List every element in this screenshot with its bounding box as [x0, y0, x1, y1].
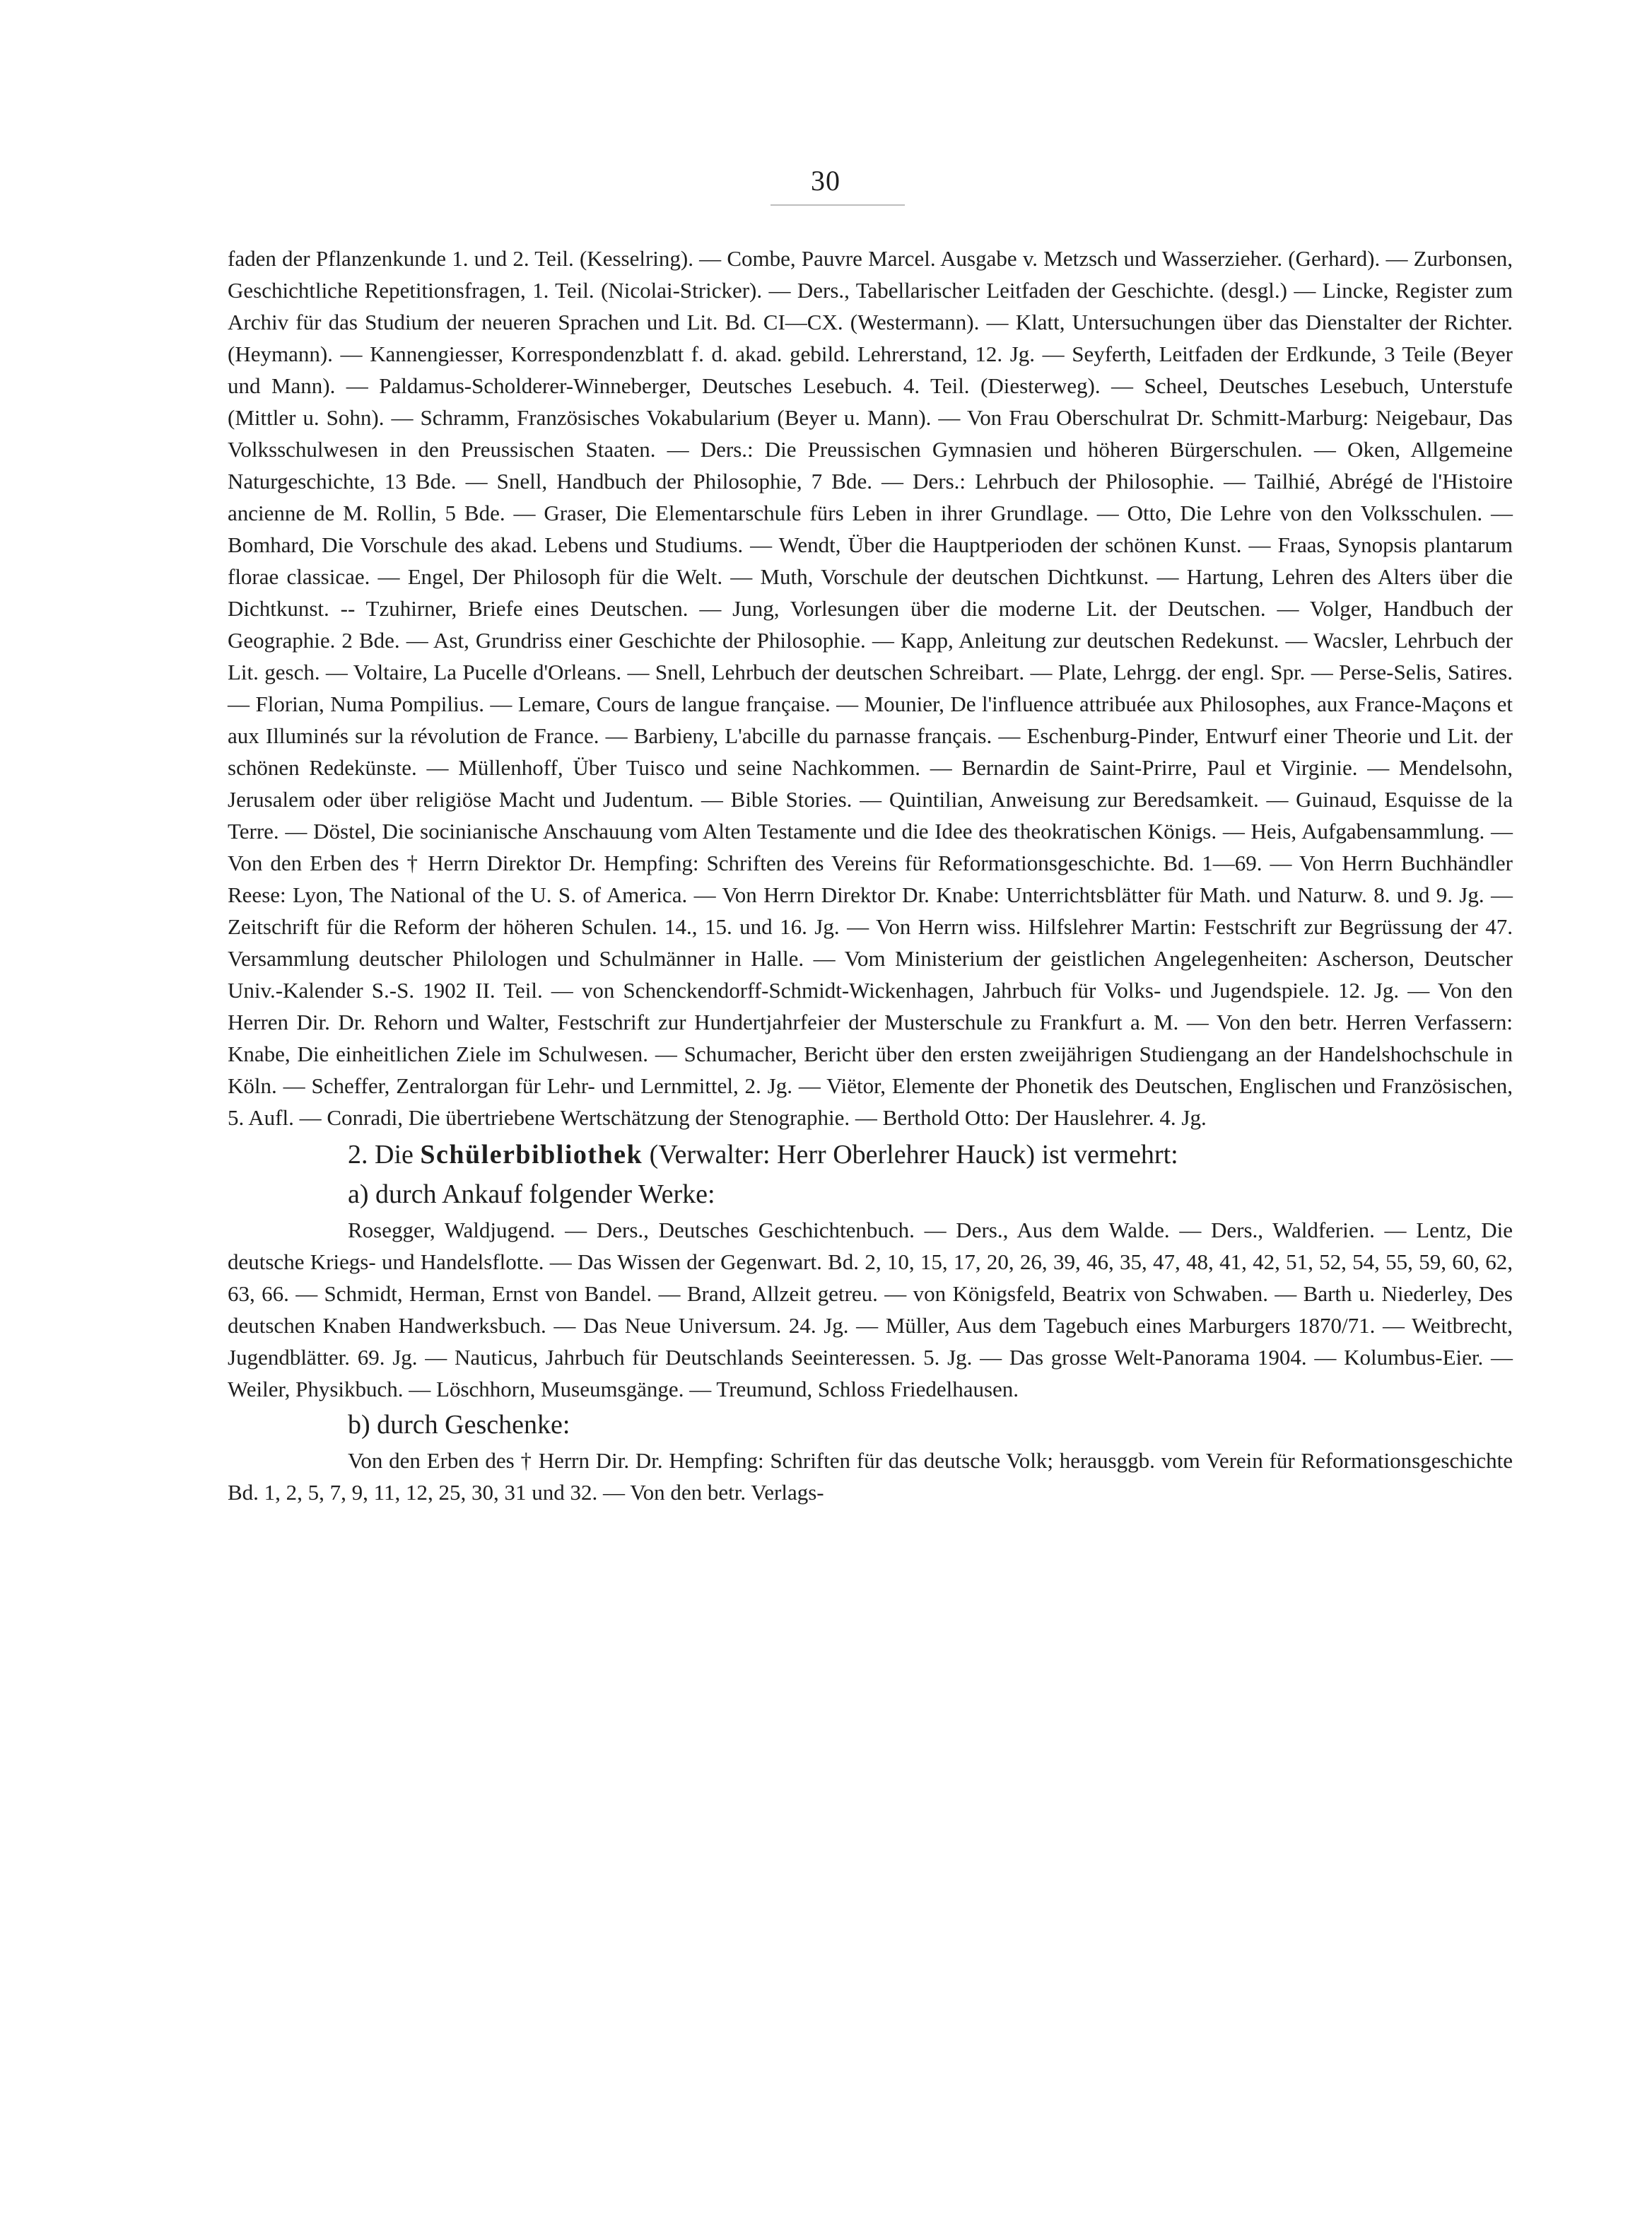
section-title: Schülerbibliothek — [420, 1140, 643, 1170]
section-detail: (Verwalter: Herr Oberlehrer Hauck) ist vermehrt: — [649, 1140, 1178, 1170]
paragraph-gifts-list: Von den Erben des † Herrn Dir. Dr. Hempfing: Schriften für das deutsche Volk; herausggb. vom Verein für Reformationsgeschichte Bd. 1, 2, 5, 7, 9, 11, 12, 25, 30, 31 und 32. — Von den betr. Verlags- — [228, 1448, 1513, 1505]
paragraph-donations-list: faden der Pflanzenkunde 1. und 2. Teil. (Kesselring). — Combe, Pauvre Marcel. Ausgabe v. Metzsch und Wasserzieher. (Gerhard). — Zurbonsen, Geschichtliche Repetitionsfragen, 1. Teil. (Nicolai-Stricker). — Ders., Tabellarischer Leitfaden der Geschichte. (desgl.) — Lincke, Register zum Archiv für das Studium der neueren Sprachen und Lit. Bd. CI—CX. (Westermann). — Klatt, Untersuchungen über das Dienstalter der Richter. (Heymann). — Kannengiesser, Korrespondenzblatt f. d. akad. gebild. Lehrerstand, 12. Jg. — Seyferth, Leitfaden der Erdkunde, 3 Teile (Beyer und Mann). — Paldamus-Scholderer-Winneberger, Deutsches Lesebuch. 4. Teil. (Diesterweg). — Scheel, Deutsches Lesebuch, Unterstufe (Mittler u. Sohn). — Schramm, Französisches Vokabularium (Beyer u. Mann). — Von Frau Oberschulrat Dr. Schmitt-Marburg: Neigebaur, Das Volksschulwesen in den Preussischen Staaten. — Ders.: Die Preussischen Gymnasien und höheren Bürgerschulen. — Oken, Allgemeine Naturgeschichte, 13 Bde. — Snell, Handbuch der Philosophie, 7 Bde. — Ders.: Lehrbuch der Philosophie. — Tailhié, Abrégé de l'Histoire ancienne de M. Rollin, 5 Bde. — Graser, Die Elementarschule fürs Leben in ihrer Grundlage. — Otto, Die Lehre von den Volksschulen. — Bomhard, Die Vorschule des akad. Lebens und Studiums. — Wendt, Über die Hauptperioden der schönen Kunst. — Fraas, Synopsis plantarum florae classicae. — Engel, Der Philosoph für die Welt. — Muth, Vorschule der deutschen Dichtkunst. — Hartung, Lehren des Alters über die Dichtkunst. -- Tzuhirner, Briefe eines Deutschen. — Jung, Vorlesungen über die moderne Lit. der Deutschen. — Volger, Handbuch der Geographie. 2 Bde. — Ast, Grundriss einer Geschichte der Philosophie. — Kapp, Anleitung zur deutschen Redekunst. — Wacsler, Lehrbuch der Lit. gesch. — Voltaire, La Pucelle d'Orleans. — Snell, Lehrbuch der deutschen Schreibart. — Plate, Lehrgg. der engl. Spr. — Perse-Selis, Satires. — Florian, Numa Pompilius. — Lemare, Cours de langue française. — Mounier, De l'influence attribuée aux Philosophes, aux France-Maçons et aux Illuminés sur la révolution de France. — Barbieny, L'abcille du parnasse français. — Eschenburg-Pinder, Entwurf einer Theorie und Lit. der schönen Redekünste. — Müllenhoff, Über Tuisco und seine Nachkommen. — Bernardin de Saint-Prirre, Paul et Virginie. — Mendelsohn, Jerusalem oder über religiöse Macht und Judentum. — Bible Stories. — Quintilian, Anweisung zur Beredsamkeit. — Guinaud, Esquisse de la Terre. — Döstel, Die socinianische Anschauung vom Alten Testamente und die Idee des theokratischen Königs. — Heis, Aufgabensammlung. — Von den Erben des † Herrn Direktor Dr. Hempfing: Schriften des Vereins für Reformationsgeschichte. Bd. 1—69. — Von Herrn Buchhändler Reese: Lyon, The National of the U. S. of America. — Von Herrn Direktor Dr. Knabe: Unterrichtsblätter für Math. und Naturw. 8. und 9. Jg. — Zeitschrift für die Reform der höheren Schulen. 14., 15. und 16. Jg. — Von Herrn wiss. Hilfslehrer Martin: Festschrift zur Begrüssung der 47. Versammlung deutscher Philologen und Schulmänner in Halle. — Vom Ministerium der geistlichen Angelegenheiten: Ascherson, Deutscher Univ.-Kalender S.-S. 1902 II. Teil. — von Schenckendorff-Schmidt-Wickenhagen, Jahrbuch für Volks- und Jugendspiele. 12. Jg. — Von den Herren Dir. Dr. Rehorn und Walter, Festschrift zur Hundertjahrfeier der Musterschule zu Frankfurt a. M. — Von den betr. Herren Verfassern: Knabe, Die einheitlichen Ziele im Schulwesen. — Schumacher, Bericht über den ersten zweijährigen Studiengang an der Handelshochschule in Köln. — Scheffer, Zentralorgan für Lehr- und Lernmittel, 2. Jg. — Viëtor, Elemente der Phonetik des Deutschen, Englischen und Französischen, 5. Aufl. — Conradi, Die übertriebene Wertschätzung der Stenographie. — Berthold Otto: Der Hauslehrer. 4. Jg. — [228, 246, 1513, 1130]
page-number: 30 — [811, 165, 840, 197]
section-number: 2. Die — [348, 1140, 414, 1170]
paragraph-purchases-list: Rosegger, Waldjugend. — Ders., Deutsches Geschichtenbuch. — Ders., Aus dem Walde. — Ders., Waldferien. — Lentz, Die deutsche Kriegs- und Handelsflotte. — Das Wissen der Gegenwart. Bd. 2, 10, 15, 17, 20, 26, 39, 46, 35, 47, 48, 41, 42, 51, 52, 54, 55, 59, 60, 62, 63, 66. — Schmidt, Herman, Ernst von Bandel. — Brand, Allzeit getreu. — von Königsfeld, Beatrix von Schwaben. — Barth u. Niederley, Des deutschen Knaben Handwerksbuch. — Das Neue Universum. 24. Jg. — Müller, Aus dem Tagebuch eines Marburgers 1870/71. — Weitbrecht, Jugendblätter. 69. Jg. — Nauticus, Jahrbuch für Deutschlands Seeinteressen. 5. Jg. — Das grosse Welt-Panorama 1904. — Kolumbus-Eier. — Weiler, Physikbuch. — Löschhorn, Museumsgänge. — Treumund, Schloss Friedelhausen. — [228, 1218, 1513, 1401]
section-heading-schuelerbibliothek — [228, 1135, 1513, 1174]
document-body — [228, 243, 1513, 1508]
subsection-heading-ankauf: a) durch Ankauf folgender Werke: — [348, 1179, 715, 1209]
subsection-heading-geschenke: b) durch Geschenke: — [348, 1410, 570, 1440]
page-number-rule — [771, 204, 905, 206]
